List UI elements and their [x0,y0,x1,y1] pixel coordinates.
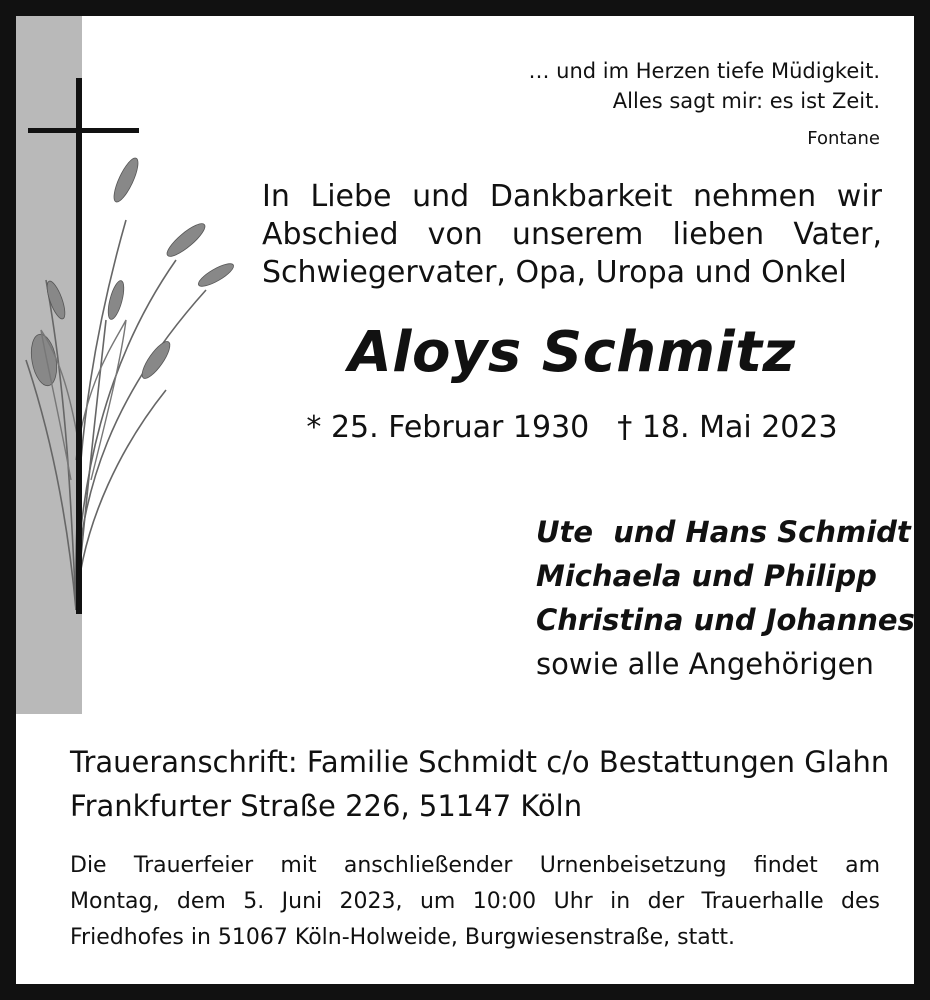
fontane-quote [528,56,880,154]
intro-text [262,178,882,292]
mourner-line-4: sowie alle Angehörigen [536,647,874,681]
service-line-3: Friedhofes in 51067 Köln-Holweide, Burgwiesenstraße, statt. [70,925,735,950]
death-date: † 18. Mai 2023 [617,410,838,445]
address-line-2: Frankfurter Straße 226, 51147 Köln [70,789,583,823]
mourner-line-1: Ute und Hans Schmidt [536,515,911,549]
birth-date: * 25. Februar 1930 [306,410,590,445]
quote-line-2: Alles sagt mir: es ist Zeit. [612,89,880,113]
intro-line-3: Schwiegervater, Opa, Uropa und Onkel [262,255,847,290]
cross-with-wheat-icon [16,60,246,630]
funeral-service-info [70,848,880,956]
mourners-list [536,510,915,686]
mourner-line-3: Christina und Johannes [536,603,915,637]
quote-line-1: … und im Herzen tiefe Müdigkeit. [528,59,880,83]
mourning-address [70,740,889,828]
address-line-1: Traueranschrift: Familie Schmidt c/o Bestattungen Glahn [70,745,890,779]
deceased-name: Aloys Schmitz [348,320,796,385]
service-line-2: Montag, dem 5. Juni 2023, um 10:00 Uhr in der Trauerhalle des [70,889,880,914]
mourner-line-2: Michaela und Philipp [536,559,877,593]
intro-line-1: In Liebe und Dankbarkeit nehmen wir [262,179,882,214]
intro-line-2: Abschied von unserem lieben Vater, [262,217,882,252]
quote-author: Fontane [807,128,880,149]
service-line-1: Die Trauerfeier mit anschließender Urnenbeisetzung findet am [70,853,880,878]
life-dates [262,410,882,445]
